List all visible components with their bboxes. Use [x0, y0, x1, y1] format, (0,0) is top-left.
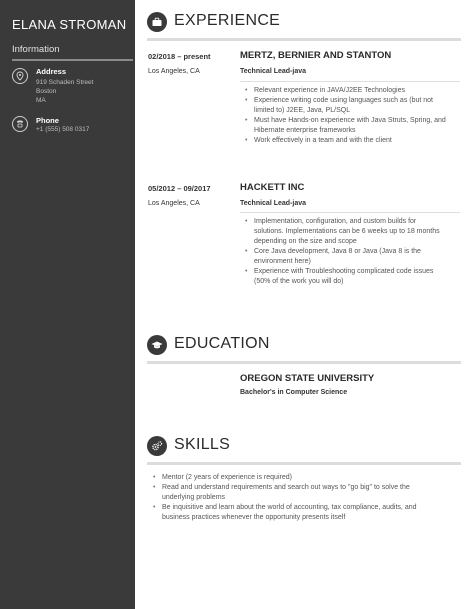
job-role: Technical Lead-java	[240, 200, 307, 207]
list-item: • Read and understand requirements and search out ways to "go big" to solve the underlying problems	[148, 483, 462, 503]
experience-heading: EXPERIENCE	[174, 12, 281, 29]
address-line: MA	[36, 97, 46, 104]
list-item: • Mentor (2 years of experience is required)	[148, 473, 462, 483]
sidebar	[0, 0, 135, 609]
job-responsibilities	[240, 217, 462, 287]
list-item: • Experience with Troubleshooting complicated code issues (50% of the work you will do)	[240, 267, 462, 287]
phone-number[interactable]: +1 (555) 508 0317	[36, 126, 90, 133]
list-item: • Work effectively in a team and with the client	[240, 136, 462, 146]
list-item: • Experience writing code using languages such as (but not limited to) J2EE, Java, PL/SQL	[240, 96, 462, 116]
phone-icon	[12, 116, 28, 132]
job-company: MERTZ, BERNIER AND STANTON	[240, 50, 392, 61]
education-heading: EDUCATION	[174, 335, 270, 352]
skills-heading: SKILLS	[174, 436, 231, 453]
location-pin-icon	[12, 68, 28, 84]
school-name: OREGON STATE UNIVERSITY	[240, 373, 375, 384]
information-heading: Information	[12, 44, 60, 55]
list-item: • Core Java development, Java 8 or Java (Java 8 is the environment here)	[240, 247, 462, 267]
experience-divider	[147, 38, 461, 41]
gears-icon	[147, 436, 167, 456]
graduation-cap-icon	[147, 335, 167, 355]
job-responsibilities	[240, 86, 462, 146]
job-dates: 05/2012 – 09/2017	[148, 184, 211, 193]
skills-list	[148, 473, 462, 523]
address-line: 919 Schaden Street	[36, 79, 94, 86]
briefcase-icon	[147, 12, 167, 32]
candidate-name: ELANA STROMAN	[12, 17, 127, 32]
list-item: • Must have Hands-on experience with Java Struts, Spring, and Hibernate enterprise frameworks	[240, 116, 462, 136]
job-divider	[240, 81, 460, 82]
job-company: HACKETT INC	[240, 182, 305, 193]
skills-divider	[147, 462, 461, 465]
list-item: • Relevant experience in JAVA/J2EE Technologies	[240, 86, 462, 96]
job-dates: 02/2018 – present	[148, 52, 211, 61]
sidebar-divider	[12, 59, 133, 61]
job-role: Technical Lead-java	[240, 68, 307, 75]
list-item: • Implementation, configuration, and custom builds for solutions. Implementations can be 6 weeks up to 18 months depending on the size and scope	[240, 217, 462, 247]
list-item: • Be inquisitive and learn about the world of accounting, tax compliance, audits, and business practices whenever the opportunity presents itself	[148, 503, 462, 523]
job-divider	[240, 212, 460, 213]
degree: Bachelor's in Computer Science	[240, 389, 348, 396]
address-line: Boston	[36, 88, 57, 95]
address-title: Address	[36, 67, 67, 76]
education-divider	[147, 361, 461, 364]
job-location: Los Angeles, CA	[148, 200, 200, 207]
phone-title: Phone	[36, 116, 59, 125]
job-location: Los Angeles, CA	[148, 68, 200, 75]
